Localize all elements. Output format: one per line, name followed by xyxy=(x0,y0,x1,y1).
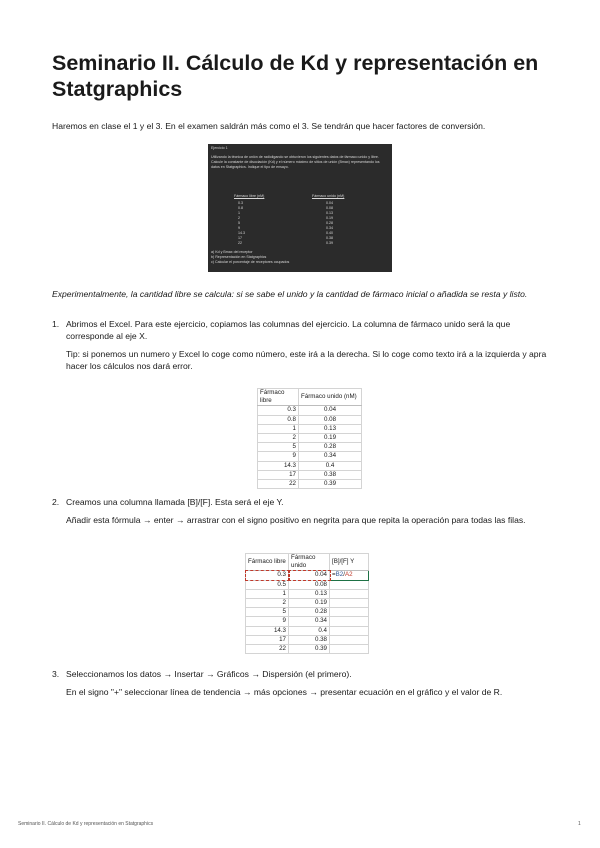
exercise-cell-free: 0.3 xyxy=(238,201,243,205)
excel-cell[interactable]: 0.28 xyxy=(299,443,362,452)
excel-cell[interactable]: 0.4 xyxy=(289,626,330,635)
exercise-col-header-bound: Fármaco unido (nM) xyxy=(312,194,345,198)
excel-cell[interactable] xyxy=(330,645,369,654)
footer-title: Seminario II. Cálculo de Kd y representación en Statgraphics xyxy=(18,821,154,827)
exercise-cell-free: 17 xyxy=(238,236,242,240)
excel-cell[interactable] xyxy=(330,608,369,617)
step-text: Seleccionamos los datos → Insertar → Gráficos → Dispersión (el primero). xyxy=(66,669,352,679)
table-row xyxy=(246,571,369,580)
excel-cell[interactable]: 0.13 xyxy=(299,424,362,433)
exercise-cell-free: 22 xyxy=(238,241,242,245)
table-row xyxy=(246,617,369,626)
excel-table-2 xyxy=(245,553,369,654)
formula-ref-b2: B2 xyxy=(335,571,344,579)
excel-cell[interactable]: 0.13 xyxy=(289,589,330,598)
excel-cell[interactable] xyxy=(330,599,369,608)
excel-cell[interactable]: 0.04 xyxy=(289,571,330,580)
excel-cell[interactable]: 2 xyxy=(258,434,299,443)
step-number: 3. xyxy=(52,669,60,679)
excel-table-1 xyxy=(257,388,362,489)
excel-cell[interactable]: 2 xyxy=(246,599,289,608)
excel-cell[interactable]: 0.19 xyxy=(299,434,362,443)
step-number: 1. xyxy=(52,319,60,329)
exercise-cell-free: 14.3 xyxy=(238,231,245,235)
excel-cell[interactable]: 0.34 xyxy=(289,617,330,626)
excel-cell[interactable]: 0.19 xyxy=(289,599,330,608)
excel-header: Fármaco unido (nM) xyxy=(299,389,362,406)
table-row xyxy=(258,461,362,470)
exercise-footer-line: b) Representación en Statgraphics xyxy=(211,255,267,259)
step-number: 2. xyxy=(52,497,60,507)
excel-cell[interactable]: 9 xyxy=(246,617,289,626)
exercise-cell-free: 1 xyxy=(238,211,240,215)
exercise-footer-line: a) Kd y Bmax del receptor xyxy=(211,250,253,254)
step-tip: Tip: si ponemos un numero y Excel lo coge como número, este irá a la derecha. Si lo coge como texto irá a la izquierda y apra hacer los cálculos nos dará error. xyxy=(66,349,547,371)
excel-cell[interactable]: 0.28 xyxy=(289,608,330,617)
excel-cell[interactable]: 22 xyxy=(246,645,289,654)
excel-header: Fármaco unido xyxy=(289,554,330,571)
excel-header: Fármaco libre xyxy=(246,554,289,571)
exercise-cell-bound: 0.39 xyxy=(326,241,333,245)
exercise-cell-bound: 0.28 xyxy=(326,221,333,225)
formula-prefix: = xyxy=(332,571,336,579)
exercise-cell-free: 5 xyxy=(238,221,240,225)
formula-operator: / xyxy=(343,571,345,579)
exercise-cell-bound: 0.08 xyxy=(326,206,333,210)
excel-cell[interactable]: 0.3 xyxy=(246,571,289,580)
excel-cell[interactable]: 1 xyxy=(246,589,289,598)
excel-cell[interactable]: 0.39 xyxy=(299,480,362,489)
exercise-screenshot xyxy=(208,144,392,272)
table-row xyxy=(246,608,369,617)
excel-cell[interactable]: 17 xyxy=(258,470,299,479)
table-row xyxy=(246,580,369,589)
table-row xyxy=(246,635,369,644)
excel-cell[interactable] xyxy=(330,617,369,626)
step-tip: En el signo "+" seleccionar línea de tendencia → más opciones → presentar ecuación en el gráfico y el valor de R. xyxy=(66,687,503,697)
table-row xyxy=(258,452,362,461)
excel-cell[interactable]: 0.39 xyxy=(289,645,330,654)
excel-cell[interactable]: 14.3 xyxy=(258,461,299,470)
step-text: Creamos una columna llamada [B]/[F]. Esta será el eje Y. xyxy=(66,497,284,507)
page-title: Seminario II. Cálculo de Kd y representación en Statgraphics xyxy=(52,51,539,101)
step-text: Abrimos el Excel. Para este ejercicio, copiamos las columnas del ejercicio. La columna de fármaco unido será la que corresponde al eje X. xyxy=(66,319,511,341)
excel-cell[interactable]: 0.08 xyxy=(299,415,362,424)
table-row xyxy=(258,480,362,489)
exercise-cell-bound: 0.38 xyxy=(326,236,333,240)
exercise-footer-line: c) Calcular el porcentaje de receptores ocupados xyxy=(211,260,290,264)
table-row xyxy=(258,406,362,415)
exercise-paragraph: Utilizando la técnica de unión de radioligando se obtuvieron los siguientes datos de fármaco unido y libre. Calcule la constante de disociación (Kd) y el número máximo de sitios de unión (Bmax) representando los datos en Statgraphics. Indique el tipo de ensayo. xyxy=(211,155,380,169)
table-row xyxy=(258,470,362,479)
table-row xyxy=(246,626,369,635)
exercise-col-header-free: Fármaco libre (nM) xyxy=(234,194,265,198)
excel-cell[interactable]: 5 xyxy=(246,608,289,617)
exercise-cell-bound: 0.04 xyxy=(326,201,333,205)
excel-cell[interactable]: 0.08 xyxy=(289,580,330,589)
exercise-cell-free: 2 xyxy=(238,216,240,220)
table-row xyxy=(258,424,362,433)
excel-cell[interactable] xyxy=(330,589,369,598)
exercise-cell-free: 9 xyxy=(238,226,240,230)
excel-cell[interactable]: 0.34 xyxy=(299,452,362,461)
exercise-cell-bound: 0.13 xyxy=(326,211,333,215)
excel-cell[interactable]: 0.8 xyxy=(258,415,299,424)
formula-cell[interactable] xyxy=(330,571,369,580)
exercise-heading: Ejercicio 1 xyxy=(211,146,228,150)
excel-cell[interactable]: 9 xyxy=(258,452,299,461)
excel-cell[interactable]: 0.38 xyxy=(289,635,330,644)
table-row xyxy=(258,443,362,452)
step-tip: Añadir esta fórmula → enter → arrastrar con el signo positivo en negrita para que repita la operación para todas las filas. xyxy=(66,515,526,525)
exercise-cell-free: 0.8 xyxy=(238,206,243,210)
table-row xyxy=(258,415,362,424)
formula-ref-a2: A2 xyxy=(344,571,353,579)
italic-note: Experimentalmente, la cantidad libre se calcula: si se sabe el unido y la cantidad de fármaco inicial o añadida se resta y listo. xyxy=(52,289,528,299)
excel-cell[interactable]: 0.5 xyxy=(246,580,289,589)
excel-header: Fármaco libre xyxy=(258,389,299,406)
page-number: 1 xyxy=(578,821,581,827)
table-row xyxy=(246,645,369,654)
excel-cell[interactable] xyxy=(330,626,369,635)
excel-cell[interactable]: 0.38 xyxy=(299,470,362,479)
table-row xyxy=(246,599,369,608)
excel-header: [B]/[F] Y xyxy=(330,554,369,571)
excel-cell[interactable] xyxy=(330,580,369,589)
exercise-cell-bound: 0.34 xyxy=(326,226,333,230)
exercise-cell-bound: 0.40 xyxy=(326,231,333,235)
excel-cell[interactable]: 0.3 xyxy=(258,406,299,415)
table-row xyxy=(246,589,369,598)
excel-cell[interactable]: 14.3 xyxy=(246,626,289,635)
excel-cell[interactable]: 22 xyxy=(258,480,299,489)
exercise-cell-bound: 0.19 xyxy=(326,216,333,220)
excel-cell[interactable]: 1 xyxy=(258,424,299,433)
excel-cell[interactable] xyxy=(330,635,369,644)
excel-cell[interactable]: 17 xyxy=(246,635,289,644)
excel-cell[interactable]: 0.04 xyxy=(299,406,362,415)
excel-cell[interactable]: 5 xyxy=(258,443,299,452)
table-row xyxy=(258,434,362,443)
intro-paragraph: Haremos en clase el 1 y el 3. En el examen saldrán más como el 3. Se tendrán que hacer factores de conversión. xyxy=(52,121,486,131)
excel-cell[interactable]: 0.4 xyxy=(299,461,362,470)
